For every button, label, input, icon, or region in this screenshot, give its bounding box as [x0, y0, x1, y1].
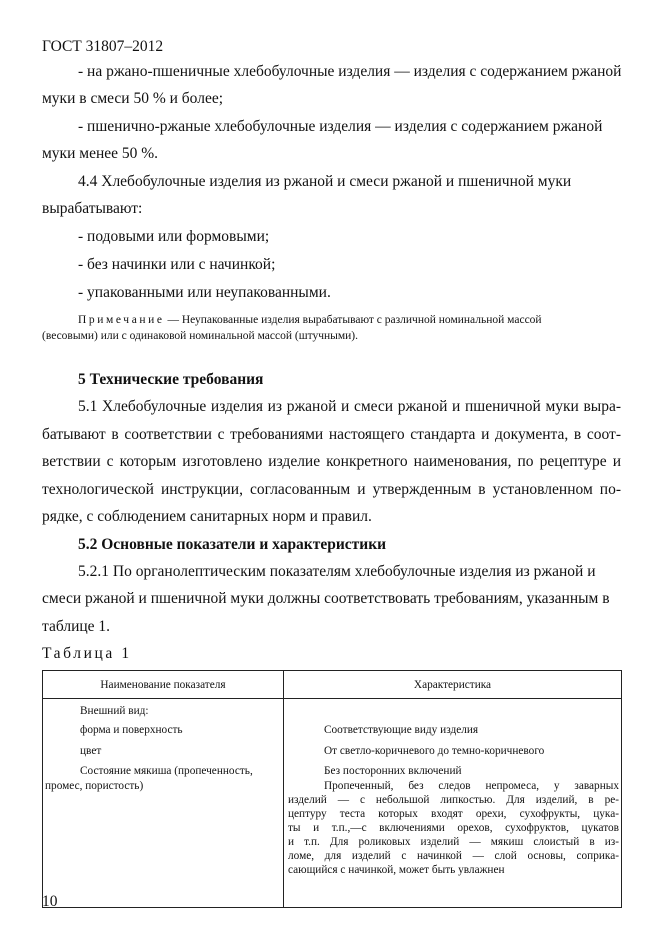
table-header-row [43, 671, 622, 699]
characteristic-crumb-line: ты и т.п.,—с включениями орехов, сухофруктов, цукатов [288, 822, 619, 834]
indicator-crumb-cont: промес, пористость) [45, 780, 144, 792]
list-item: - упакованными или неупакованными. [78, 284, 331, 301]
table-cell-indicator [43, 699, 284, 908]
characteristic-crumb-line: ломе, для изделий с начинкой — слой основы, соприка- [288, 850, 619, 862]
note-line [78, 314, 542, 326]
table-header-cell: Наименование показателя [43, 671, 284, 699]
clause-4-4-line: вырабатывают: [42, 200, 143, 217]
table-row [43, 699, 622, 908]
table-caption: Таблица 1 [42, 645, 132, 662]
clause-5-1-line: батывают в соответствии с требованиями настоящего стандарта и документа, в соот- [42, 426, 621, 443]
note-line: (весовыми) или с одинаковой номинальной массой (штучными). [42, 330, 358, 342]
table-cell-characteristic [284, 699, 622, 908]
clause-5-1-line: ветствии с которым изготовлено изделие конкретного наименования, по рецептуре и [42, 453, 621, 470]
standard-header: ГОСТ 31807–2012 [42, 38, 164, 55]
note-label: Примечание [78, 314, 165, 326]
characteristic-crumb-line: сающийся с начинкой, может быть увлажнен [288, 864, 505, 876]
list-item: - без начинки или с начинкой; [78, 256, 276, 273]
characteristic-color: От светло-коричневого до темно-коричневого [324, 745, 545, 757]
characteristic-crumb-line: Пропеченный, без следов непромеса, у заварных [324, 780, 619, 792]
characteristic-crumb-line: изделий — с небольшой липкостью. Для изделий, в ре- [288, 794, 619, 806]
indicator-group: Внешний вид: [80, 705, 149, 717]
clause-5-2-1-line: таблице 1. [42, 618, 111, 635]
characteristic-crumb-line: цептуру теста которых входят орехи, сухофрукты, цука- [288, 808, 619, 820]
characteristic-inclusions: Без посторонних включений [324, 765, 462, 777]
clause-5-1-line: рядке, с соблюдением санитарных норм и правил. [42, 508, 372, 525]
indicator-form: форма и поверхность [80, 724, 183, 736]
indicator-color: цвет [80, 745, 102, 757]
note-text: — Неупакованные изделия вырабатывают с различной номинальной массой [164, 314, 542, 326]
characteristic-form: Соответствующие виду изделия [324, 724, 479, 736]
list-item-continuation: муки менее 50 %. [42, 145, 159, 162]
clause-5-2-1-line: 5.2.1 По органолептическим показателям хлебобулочные изделия из ржаной и [78, 563, 596, 580]
clause-4-4-line: 4.4 Хлебобулочные изделия из ржаной и смеси ржаной и пшеничной муки [78, 173, 572, 190]
list-item: - подовыми или формовыми; [78, 228, 270, 245]
page-number: 10 [42, 893, 58, 910]
clause-5-1-line: 5.1 Хлебобулочные изделия из ржаной и смеси ржаной и пшеничной муки выра- [78, 398, 621, 415]
list-item: - на ржано-пшеничные хлебобулочные изделия — изделия с содержанием ржаной [78, 63, 622, 80]
characteristic-crumb-line: и т.п. Для роликовых изделий — мякиш слоистый в из- [288, 836, 619, 848]
list-item-continuation: муки в смеси 50 % и более; [42, 90, 224, 107]
clause-5-2-1-line: смеси ржаной и пшеничной муки должны соответствовать требованиям, указанным в [42, 590, 610, 607]
clause-5-1-line: технологической инструкции, согласованным и утвержденным в установленном по- [42, 481, 621, 498]
subsection-heading: 5.2 Основные показатели и характеристики [78, 536, 387, 553]
list-item: - пшенично-ржаные хлебобулочные изделия — изделия с содержанием ржаной [78, 118, 603, 135]
indicator-crumb: Состояние мякиша (пропеченность, [80, 765, 253, 777]
table-header-cell: Характеристика [284, 671, 622, 699]
section-heading: 5 Технические требования [78, 371, 264, 388]
table-1 [42, 670, 622, 908]
